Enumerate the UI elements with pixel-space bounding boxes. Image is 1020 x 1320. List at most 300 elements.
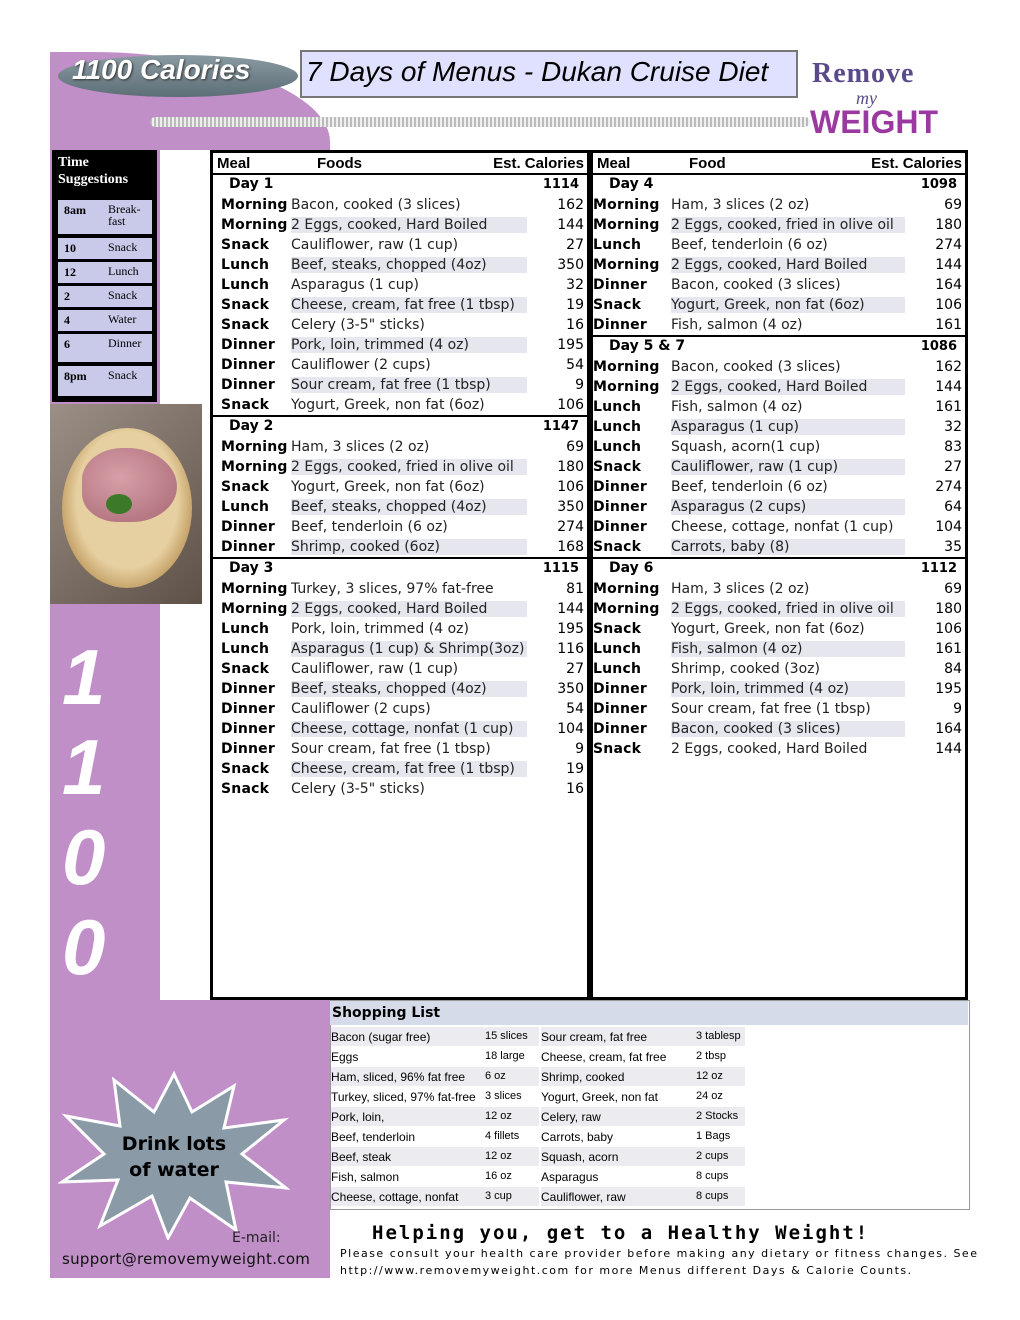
- shopping-item: Celery, raw: [541, 1110, 601, 1124]
- calorie-value: 144: [935, 379, 962, 395]
- meal-type: Morning: [593, 379, 660, 395]
- meal-type: Morning: [221, 439, 288, 455]
- meal-type: Lunch: [593, 439, 642, 455]
- starburst-shape: [62, 1074, 286, 1238]
- disclaimer: Please consult your health care provider before making any dietary or fitness changes. See: [340, 1247, 979, 1260]
- day-total-calories: 1112: [920, 561, 957, 576]
- food-item: Bacon, cooked (3 slices): [671, 277, 841, 293]
- meal-type: Snack: [221, 237, 270, 253]
- meal-row: [593, 477, 965, 497]
- food-item: Beef, steaks, chopped (4oz): [291, 499, 527, 515]
- meal-row: [213, 639, 587, 659]
- calorie-value: 161: [935, 641, 962, 657]
- meal-type: Dinner: [593, 519, 647, 535]
- food-item: Sour cream, fat free (1 tbsp): [671, 701, 871, 717]
- meal-row: [213, 215, 587, 235]
- shopping-quantity: 3 tablesp: [696, 1030, 741, 1042]
- big-digit: 1: [62, 633, 106, 721]
- calorie-value: 64: [944, 499, 962, 515]
- shopping-quantity: 8 cups: [696, 1190, 729, 1202]
- shopping-item: Bacon (sugar free): [331, 1030, 431, 1044]
- time-value: 8am: [64, 203, 86, 217]
- day-label: Day 2: [229, 418, 274, 434]
- day-total-calories: 1114: [542, 177, 579, 192]
- meal-row: [213, 355, 587, 375]
- food-item: Cauliflower, raw (1 cup): [291, 237, 459, 253]
- time-suggestion-row: [58, 310, 152, 331]
- calorie-value: 162: [557, 197, 584, 213]
- meal-type: Dinner: [221, 519, 275, 535]
- day-header: [213, 417, 587, 437]
- meal-row: [593, 579, 965, 599]
- shopping-quantity: 8 cups: [696, 1170, 729, 1182]
- meal-row: [593, 255, 965, 275]
- food-item: Cheese, cream, fat free (1 tbsp): [291, 297, 527, 313]
- meal-row: [213, 375, 587, 395]
- meal-type: Dinner: [593, 277, 647, 293]
- calorie-value: 27: [566, 237, 584, 253]
- calorie-value: 32: [944, 419, 962, 435]
- calorie-value: 54: [566, 357, 584, 373]
- calorie-value: 69: [944, 581, 962, 597]
- calorie-value: 27: [566, 661, 584, 677]
- calorie-value: 54: [566, 701, 584, 717]
- meal-row: [593, 417, 965, 437]
- food-item: Squash, acorn(1 cup): [671, 439, 821, 455]
- time-label: Snack: [108, 288, 138, 302]
- meal-type: Morning: [593, 581, 660, 597]
- food-item: 2 Eggs, cooked, Hard Boiled: [671, 379, 905, 395]
- shopping-list-row: [541, 1087, 745, 1106]
- shopping-item: Cheese, cottage, nonfat: [331, 1190, 459, 1204]
- calorie-value: 144: [557, 217, 584, 233]
- menu-table-right: [590, 150, 968, 1000]
- meal-type: Morning: [221, 197, 288, 213]
- food-item: Cauliflower, raw (1 cup): [671, 459, 905, 475]
- food-item: Beef, tenderloin (6 oz): [291, 519, 448, 535]
- shopping-item: Carrots, baby: [541, 1130, 614, 1144]
- calorie-value: 168: [557, 539, 584, 555]
- shopping-quantity: 16 oz: [485, 1170, 512, 1182]
- meal-row: [593, 537, 965, 557]
- meal-row: [593, 599, 965, 619]
- food-item: 2 Eggs, cooked, fried in olive oil: [671, 217, 905, 233]
- food-item: Yogurt, Greek, non fat (6oz): [671, 297, 905, 313]
- calorie-value: 164: [935, 277, 962, 293]
- shopping-list-row: [541, 1167, 745, 1186]
- meal-type: Lunch: [593, 661, 642, 677]
- meal-row: [213, 719, 587, 739]
- meal-row: [593, 437, 965, 457]
- calorie-value: 180: [935, 601, 962, 617]
- calories-badge: 1100 Calories: [72, 54, 251, 85]
- meal-row: [593, 315, 965, 335]
- meal-type: Lunch: [221, 257, 270, 273]
- meal-row: [213, 437, 587, 457]
- day-total-calories: 1147: [542, 419, 579, 434]
- meal-row: [213, 759, 587, 779]
- meal-type: Dinner: [221, 337, 275, 353]
- calorie-value: 35: [944, 539, 962, 555]
- shopping-list-row: [541, 1187, 745, 1206]
- shopping-item: Fish, salmon: [331, 1170, 400, 1184]
- shopping-item: Yogurt, Greek, non fat: [541, 1090, 658, 1104]
- meal-type: Dinner: [221, 681, 275, 697]
- time-value: 8pm: [64, 369, 87, 383]
- shopping-item: Beef, tenderloin: [331, 1130, 416, 1144]
- meal-type: Snack: [221, 661, 270, 677]
- meal-type: Morning: [221, 217, 288, 233]
- calorie-value: 69: [944, 197, 962, 213]
- meal-type: Dinner: [593, 681, 647, 697]
- header-meal: Meal: [217, 155, 251, 172]
- shopping-item: Pork, loin,: [331, 1110, 385, 1124]
- time-suggestions-title: Time Suggestions: [58, 155, 129, 187]
- day-label: Day 5 & 7: [609, 338, 686, 354]
- meal-row: [593, 639, 965, 659]
- calorie-value: 19: [566, 761, 584, 777]
- meal-type: Snack: [221, 761, 270, 777]
- shopping-list-row: [331, 1027, 539, 1046]
- starburst-callout: [58, 1070, 290, 1240]
- food-item: Bacon, cooked (3 slices): [291, 197, 461, 213]
- calorie-value: 144: [935, 741, 962, 757]
- day-header: [213, 559, 587, 579]
- meal-row: [213, 235, 587, 255]
- meal-row: [593, 377, 965, 397]
- calorie-value: 32: [566, 277, 584, 293]
- food-item: Ham, 3 slices (2 oz): [671, 581, 810, 597]
- starburst-line-1: Drink lots: [121, 1133, 227, 1155]
- meat-image: [82, 448, 177, 522]
- food-item: Cheese, cottage, nonfat (1 cup): [671, 519, 894, 535]
- meal-type: Lunch: [593, 419, 642, 435]
- meal-row: [593, 659, 965, 679]
- food-item: Beef, tenderloin (6 oz): [671, 479, 828, 495]
- meal-type: Snack: [221, 317, 270, 333]
- calorie-value: 164: [935, 721, 962, 737]
- meal-type: Dinner: [221, 539, 275, 555]
- shopping-item: Shrimp, cooked: [541, 1070, 625, 1084]
- food-item: 2 Eggs, cooked, Hard Boiled: [671, 257, 905, 273]
- food-item: Pork, loin, trimmed (4 oz): [291, 337, 527, 353]
- food-item: Celery (3-5" sticks): [291, 781, 425, 797]
- meal-row: [213, 477, 587, 497]
- time-label: Water: [108, 312, 137, 326]
- meal-row: [593, 619, 965, 639]
- meal-type: Snack: [593, 459, 642, 475]
- shopping-quantity: 2 cups: [696, 1150, 729, 1162]
- calorie-value: 84: [944, 661, 962, 677]
- meal-row: [213, 619, 587, 639]
- day-header: [213, 175, 587, 195]
- food-item: Asparagus (2 cups): [671, 499, 905, 515]
- shopping-quantity: 1 Bags: [696, 1130, 731, 1142]
- calorie-value: 106: [935, 297, 962, 313]
- shopping-quantity: 12 oz: [485, 1110, 512, 1122]
- shopping-list-row: [541, 1147, 745, 1166]
- meal-type: Snack: [593, 741, 642, 757]
- shopping-quantity: 18 large: [485, 1050, 525, 1062]
- food-item: 2 Eggs, cooked, fried in olive oil: [671, 601, 905, 617]
- meal-row: [213, 195, 587, 215]
- meal-row: [213, 739, 587, 759]
- meal-row: [593, 275, 965, 295]
- meal-row: [593, 719, 965, 739]
- calorie-value: 350: [557, 257, 584, 273]
- meal-row: [213, 679, 587, 699]
- meal-row: [213, 255, 587, 275]
- food-item: Shrimp, cooked (6oz): [291, 539, 527, 555]
- time-label: Lunch: [108, 264, 139, 278]
- food-item: Fish, salmon (4 oz): [671, 317, 803, 333]
- shopping-quantity: 2 Stocks: [696, 1110, 739, 1122]
- calorie-value: 350: [557, 499, 584, 515]
- email-label: E-mail:: [232, 1230, 281, 1246]
- meal-type: Morning: [593, 197, 660, 213]
- meal-row: [213, 537, 587, 557]
- day-total-calories: 1086: [920, 339, 957, 354]
- calorie-value: 27: [944, 459, 962, 475]
- logo-remove: Remove: [812, 58, 915, 89]
- calorie-value: 195: [935, 681, 962, 697]
- shopping-item: Ham, sliced, 96% fat free: [331, 1070, 466, 1084]
- meal-type: Lunch: [593, 237, 642, 253]
- shopping-list-row: [541, 1127, 745, 1146]
- calorie-value: 162: [935, 359, 962, 375]
- meal-type: Snack: [221, 397, 270, 413]
- calorie-value: 9: [953, 701, 962, 717]
- header-calories: Est. Calories: [871, 155, 962, 172]
- meal-type: Morning: [593, 601, 660, 617]
- shopping-list-row: [541, 1067, 745, 1086]
- shopping-item: Sour cream, fat free: [541, 1030, 648, 1044]
- food-item: Fish, salmon (4 oz): [671, 641, 905, 657]
- calorie-value: 104: [935, 519, 962, 535]
- meal-type: Lunch: [221, 641, 270, 657]
- meal-row: [593, 295, 965, 315]
- big-digit: 0: [62, 813, 106, 901]
- food-item: Carrots, baby (8): [671, 539, 905, 555]
- shopping-item: Turkey, sliced, 97% fat-free: [331, 1090, 476, 1104]
- calorie-value: 106: [557, 479, 584, 495]
- food-item: Cauliflower, raw (1 cup): [291, 661, 459, 677]
- tagline: Helping you, get to a Healthy Weight!: [372, 1222, 870, 1244]
- meal-type: Lunch: [221, 621, 270, 637]
- meal-type: Lunch: [221, 277, 270, 293]
- calorie-value: 106: [935, 621, 962, 637]
- shopping-item: Cauliflower, raw: [541, 1190, 626, 1204]
- meal-type: Dinner: [593, 499, 647, 515]
- calorie-value: 104: [557, 721, 584, 737]
- shopping-list-row: [541, 1027, 745, 1046]
- food-item: 2 Eggs, cooked, fried in olive oil: [291, 459, 527, 475]
- food-item: Cheese, cream, fat free (1 tbsp): [291, 761, 527, 777]
- calorie-value: 16: [566, 781, 584, 797]
- calorie-value: 81: [566, 581, 584, 597]
- meal-type: Morning: [593, 257, 660, 273]
- food-item: Turkey, 3 slices, 97% fat-free: [291, 581, 494, 597]
- shopping-list-title: [330, 1001, 968, 1025]
- meal-row: [593, 517, 965, 537]
- meal-row: [213, 779, 587, 799]
- day-total-calories: 1098: [920, 177, 957, 192]
- meal-type: Dinner: [593, 701, 647, 717]
- meal-type: Dinner: [593, 317, 647, 333]
- calorie-value: 161: [935, 317, 962, 333]
- food-item: Sour cream, fat free (1 tbsp): [291, 741, 491, 757]
- calorie-value: 19: [566, 297, 584, 313]
- meal-type: Snack: [221, 479, 270, 495]
- calorie-value: 274: [935, 237, 962, 253]
- meal-row: [213, 517, 587, 537]
- calorie-value: 195: [557, 621, 584, 637]
- meal-type: Lunch: [221, 499, 270, 515]
- food-item: Pork, loin, trimmed (4 oz): [291, 621, 469, 637]
- shopping-item: Asparagus: [541, 1170, 599, 1184]
- meal-type: Morning: [221, 581, 288, 597]
- day-label: Day 6: [609, 560, 654, 576]
- shopping-list-title-text: Shopping List: [332, 1005, 441, 1021]
- food-item: Asparagus (1 cup): [291, 277, 419, 293]
- shopping-quantity: 12 oz: [696, 1070, 723, 1082]
- meal-row: [213, 699, 587, 719]
- meal-type: Morning: [221, 601, 288, 617]
- meal-type: Snack: [221, 781, 270, 797]
- shopping-item: Eggs: [331, 1050, 359, 1064]
- meal-type: Dinner: [593, 721, 647, 737]
- meal-row: [593, 215, 965, 235]
- shopping-quantity: 3 cup: [485, 1190, 512, 1202]
- meal-type: Snack: [593, 297, 642, 313]
- day-header: [593, 175, 965, 195]
- shopping-quantity: 4 fillets: [485, 1130, 520, 1142]
- day-label: Day 3: [229, 560, 274, 576]
- calorie-value: 274: [935, 479, 962, 495]
- meal-row: [593, 699, 965, 719]
- header-foods: Foods: [317, 155, 362, 172]
- food-item: Bacon, cooked (3 slices): [671, 721, 905, 737]
- disclaimer-link[interactable]: http://www.removemyweight.com for more Menus different Days & Calorie Counts.: [340, 1264, 913, 1277]
- calorie-value: 350: [557, 681, 584, 697]
- meal-row: [593, 497, 965, 517]
- calorie-value: 274: [557, 519, 584, 535]
- menu-table-left: [210, 150, 590, 1000]
- shopping-quantity: 2 tbsp: [696, 1050, 726, 1062]
- time-suggestion-row: [58, 286, 152, 307]
- food-item: Cauliflower (2 cups): [291, 357, 431, 373]
- meal-type: Snack: [221, 297, 270, 313]
- food-item: Pork, loin, trimmed (4 oz): [671, 681, 905, 697]
- shopping-item: Cheese, cream, fat free: [541, 1050, 667, 1064]
- food-item: Beef, steaks, chopped (4oz): [291, 681, 527, 697]
- day-header: [593, 337, 965, 357]
- shopping-list-row: [541, 1107, 745, 1126]
- shopping-quantity: 15 slices: [485, 1030, 528, 1042]
- page-title: 7 Days of Menus - Dukan Cruise Diet: [306, 56, 769, 87]
- food-item: Sour cream, fat free (1 tbsp): [291, 377, 527, 393]
- calorie-value: 144: [935, 257, 962, 273]
- herb-garnish-image: [106, 494, 132, 514]
- food-item: Bacon, cooked (3 slices): [671, 359, 841, 375]
- logo-weight: WEIGHT: [810, 104, 938, 140]
- calorie-value: 195: [557, 337, 584, 353]
- meal-type: Morning: [593, 359, 660, 375]
- shopping-list-row: [331, 1067, 539, 1086]
- calorie-value: 161: [935, 399, 962, 415]
- meal-type: Morning: [221, 459, 288, 475]
- day-total-calories: 1115: [542, 561, 579, 576]
- food-item: Cheese, cottage, nonfat (1 cup): [291, 721, 527, 737]
- meal-type: Lunch: [593, 641, 642, 657]
- food-item: Cauliflower (2 cups): [291, 701, 431, 717]
- meal-row: [213, 599, 587, 619]
- time-suggestion-row: [58, 334, 152, 362]
- shopping-quantity: 12 oz: [485, 1150, 512, 1162]
- time-suggestion-row: [58, 200, 152, 234]
- shopping-item: Beef, steak: [331, 1150, 392, 1164]
- meal-row: [593, 357, 965, 377]
- meal-type: Dinner: [221, 701, 275, 717]
- meal-row: [213, 457, 587, 477]
- day-label: Day 1: [229, 176, 274, 192]
- meal-type: Dinner: [593, 479, 647, 495]
- meal-row: [593, 679, 965, 699]
- time-suggestion-row: [58, 262, 152, 283]
- time-suggestion-row: [58, 366, 152, 396]
- calorie-value: 9: [575, 377, 584, 393]
- time-label: Dinner: [108, 336, 142, 350]
- calorie-value: 69: [566, 439, 584, 455]
- calorie-value: 144: [557, 601, 584, 617]
- shopping-quantity: 3 slices: [485, 1090, 522, 1102]
- meal-type: Dinner: [221, 741, 275, 757]
- time-label: Snack: [108, 368, 138, 382]
- meal-row: [213, 659, 587, 679]
- food-item: Asparagus (1 cup) & Shrimp(3oz): [291, 641, 527, 657]
- starburst-line-2: of water: [129, 1159, 219, 1181]
- shopping-list-row: [331, 1187, 539, 1206]
- food-item: Ham, 3 slices (2 oz): [671, 197, 810, 213]
- meal-type: Morning: [593, 217, 660, 233]
- shopping-list-row: [331, 1047, 539, 1066]
- time-value: 4: [64, 313, 70, 327]
- calorie-value: 9: [575, 741, 584, 757]
- meal-type: Dinner: [221, 721, 275, 737]
- meal-row: [213, 395, 587, 415]
- calorie-value: 106: [557, 397, 584, 413]
- shopping-list-row: [331, 1087, 539, 1106]
- shopping-list-row: [541, 1047, 745, 1066]
- calorie-value: 116: [557, 641, 584, 657]
- calorie-value: 16: [566, 317, 584, 333]
- meal-row: [213, 295, 587, 315]
- time-value: 6: [64, 337, 70, 351]
- time-label: Break-fast: [108, 202, 141, 228]
- meal-type: Lunch: [593, 399, 642, 415]
- calorie-value: 180: [935, 217, 962, 233]
- email-link[interactable]: support@removemyweight.com: [62, 1250, 311, 1268]
- food-item: Fish, salmon (4 oz): [671, 399, 803, 415]
- food-item: Ham, 3 slices (2 oz): [291, 439, 430, 455]
- day-header: [593, 559, 965, 579]
- time-value: 2: [64, 289, 70, 303]
- shopping-quantity: 24 oz: [696, 1090, 723, 1102]
- calorie-value: 83: [944, 439, 962, 455]
- time-label: Snack: [108, 240, 138, 254]
- decorative-divider: [150, 117, 810, 127]
- food-item: 2 Eggs, cooked, Hard Boiled: [291, 217, 527, 233]
